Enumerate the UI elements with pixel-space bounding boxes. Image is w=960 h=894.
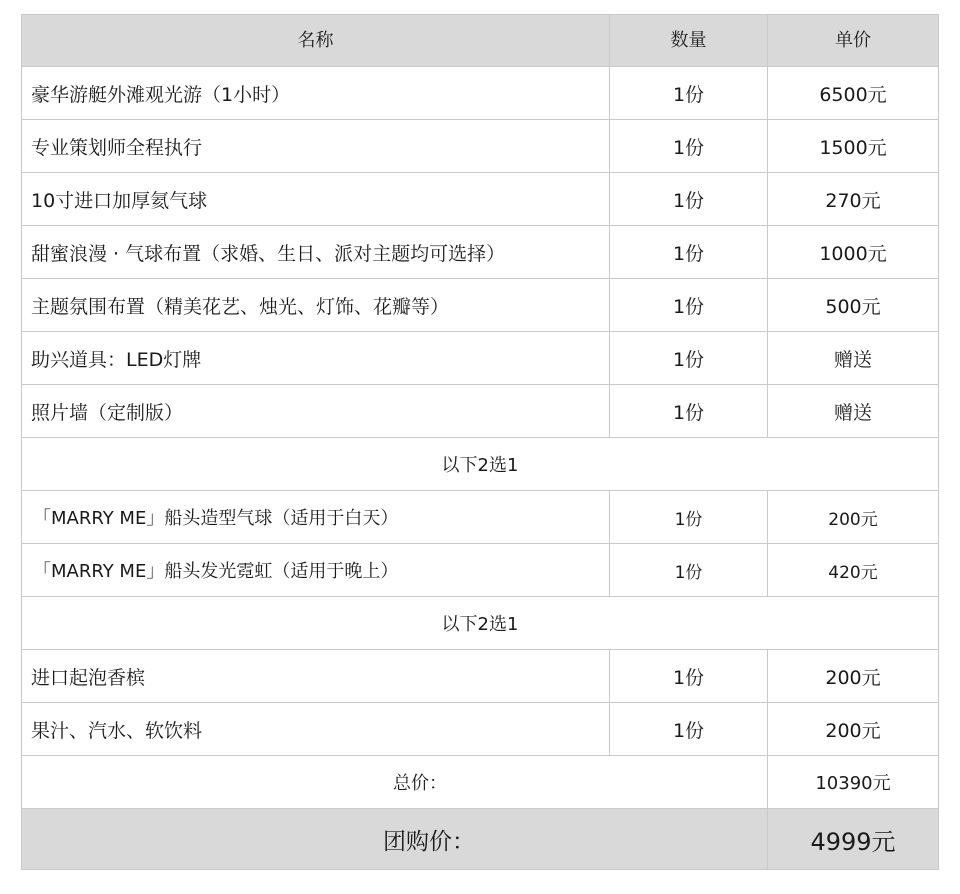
item-name: 果汁、汽水、软饮料 bbox=[22, 703, 610, 756]
item-price: 1000元 bbox=[768, 226, 939, 279]
table-header-row bbox=[22, 15, 939, 67]
item-qty: 1份 bbox=[610, 385, 768, 438]
total-label: 总价： bbox=[22, 756, 768, 809]
item-name: 「MARRY ME」船头造型气球（适用于白天） bbox=[22, 491, 610, 544]
item-name: 专业策划师全程执行 bbox=[22, 120, 610, 173]
item-name: 助兴道具：LED灯牌 bbox=[22, 332, 610, 385]
total-row bbox=[22, 756, 939, 809]
table-row bbox=[22, 279, 939, 332]
header-name: 名称 bbox=[22, 15, 610, 67]
table-row bbox=[22, 173, 939, 226]
item-price: 500元 bbox=[768, 279, 939, 332]
header-price: 单价 bbox=[768, 15, 939, 67]
item-qty: 1份 bbox=[610, 226, 768, 279]
table-row bbox=[22, 120, 939, 173]
price-list-table bbox=[21, 14, 939, 870]
option-note-row bbox=[22, 597, 939, 650]
item-price: 6500元 bbox=[768, 67, 939, 120]
item-qty: 1份 bbox=[610, 491, 768, 544]
item-qty: 1份 bbox=[610, 650, 768, 703]
table-row bbox=[22, 650, 939, 703]
table-row bbox=[22, 332, 939, 385]
group-price-value: 4999元 bbox=[768, 809, 939, 870]
item-price: 420元 bbox=[768, 544, 939, 597]
item-name: 主题氛围布置（精美花艺、烛光、灯饰、花瓣等） bbox=[22, 279, 610, 332]
table-row bbox=[22, 703, 939, 756]
option-note-row bbox=[22, 438, 939, 491]
item-price: 270元 bbox=[768, 173, 939, 226]
item-qty: 1份 bbox=[610, 120, 768, 173]
item-price: 赠送 bbox=[768, 385, 939, 438]
item-qty: 1份 bbox=[610, 332, 768, 385]
item-name: 甜蜜浪漫 · 气球布置（求婚、生日、派对主题均可选择） bbox=[22, 226, 610, 279]
header-qty: 数量 bbox=[610, 15, 768, 67]
item-qty: 1份 bbox=[610, 173, 768, 226]
item-qty: 1份 bbox=[610, 67, 768, 120]
item-price: 200元 bbox=[768, 650, 939, 703]
table-row bbox=[22, 544, 939, 597]
table-row bbox=[22, 226, 939, 279]
item-price: 200元 bbox=[768, 491, 939, 544]
item-name: 照片墙（定制版） bbox=[22, 385, 610, 438]
option-note: 以下2选1 bbox=[22, 438, 939, 491]
table-row bbox=[22, 67, 939, 120]
item-name: 「MARRY ME」船头发光霓虹（适用于晚上） bbox=[22, 544, 610, 597]
table-row bbox=[22, 385, 939, 438]
group-price-row bbox=[22, 809, 939, 870]
item-name: 豪华游艇外滩观光游（1小时） bbox=[22, 67, 610, 120]
item-price: 赠送 bbox=[768, 332, 939, 385]
item-qty: 1份 bbox=[610, 279, 768, 332]
item-price: 200元 bbox=[768, 703, 939, 756]
item-name: 进口起泡香槟 bbox=[22, 650, 610, 703]
item-qty: 1份 bbox=[610, 703, 768, 756]
item-qty: 1份 bbox=[610, 544, 768, 597]
group-price-label: 团购价： bbox=[22, 809, 768, 870]
item-price: 1500元 bbox=[768, 120, 939, 173]
total-value: 10390元 bbox=[768, 756, 939, 809]
table-row bbox=[22, 491, 939, 544]
item-name: 10寸进口加厚氦气球 bbox=[22, 173, 610, 226]
option-note: 以下2选1 bbox=[22, 597, 939, 650]
